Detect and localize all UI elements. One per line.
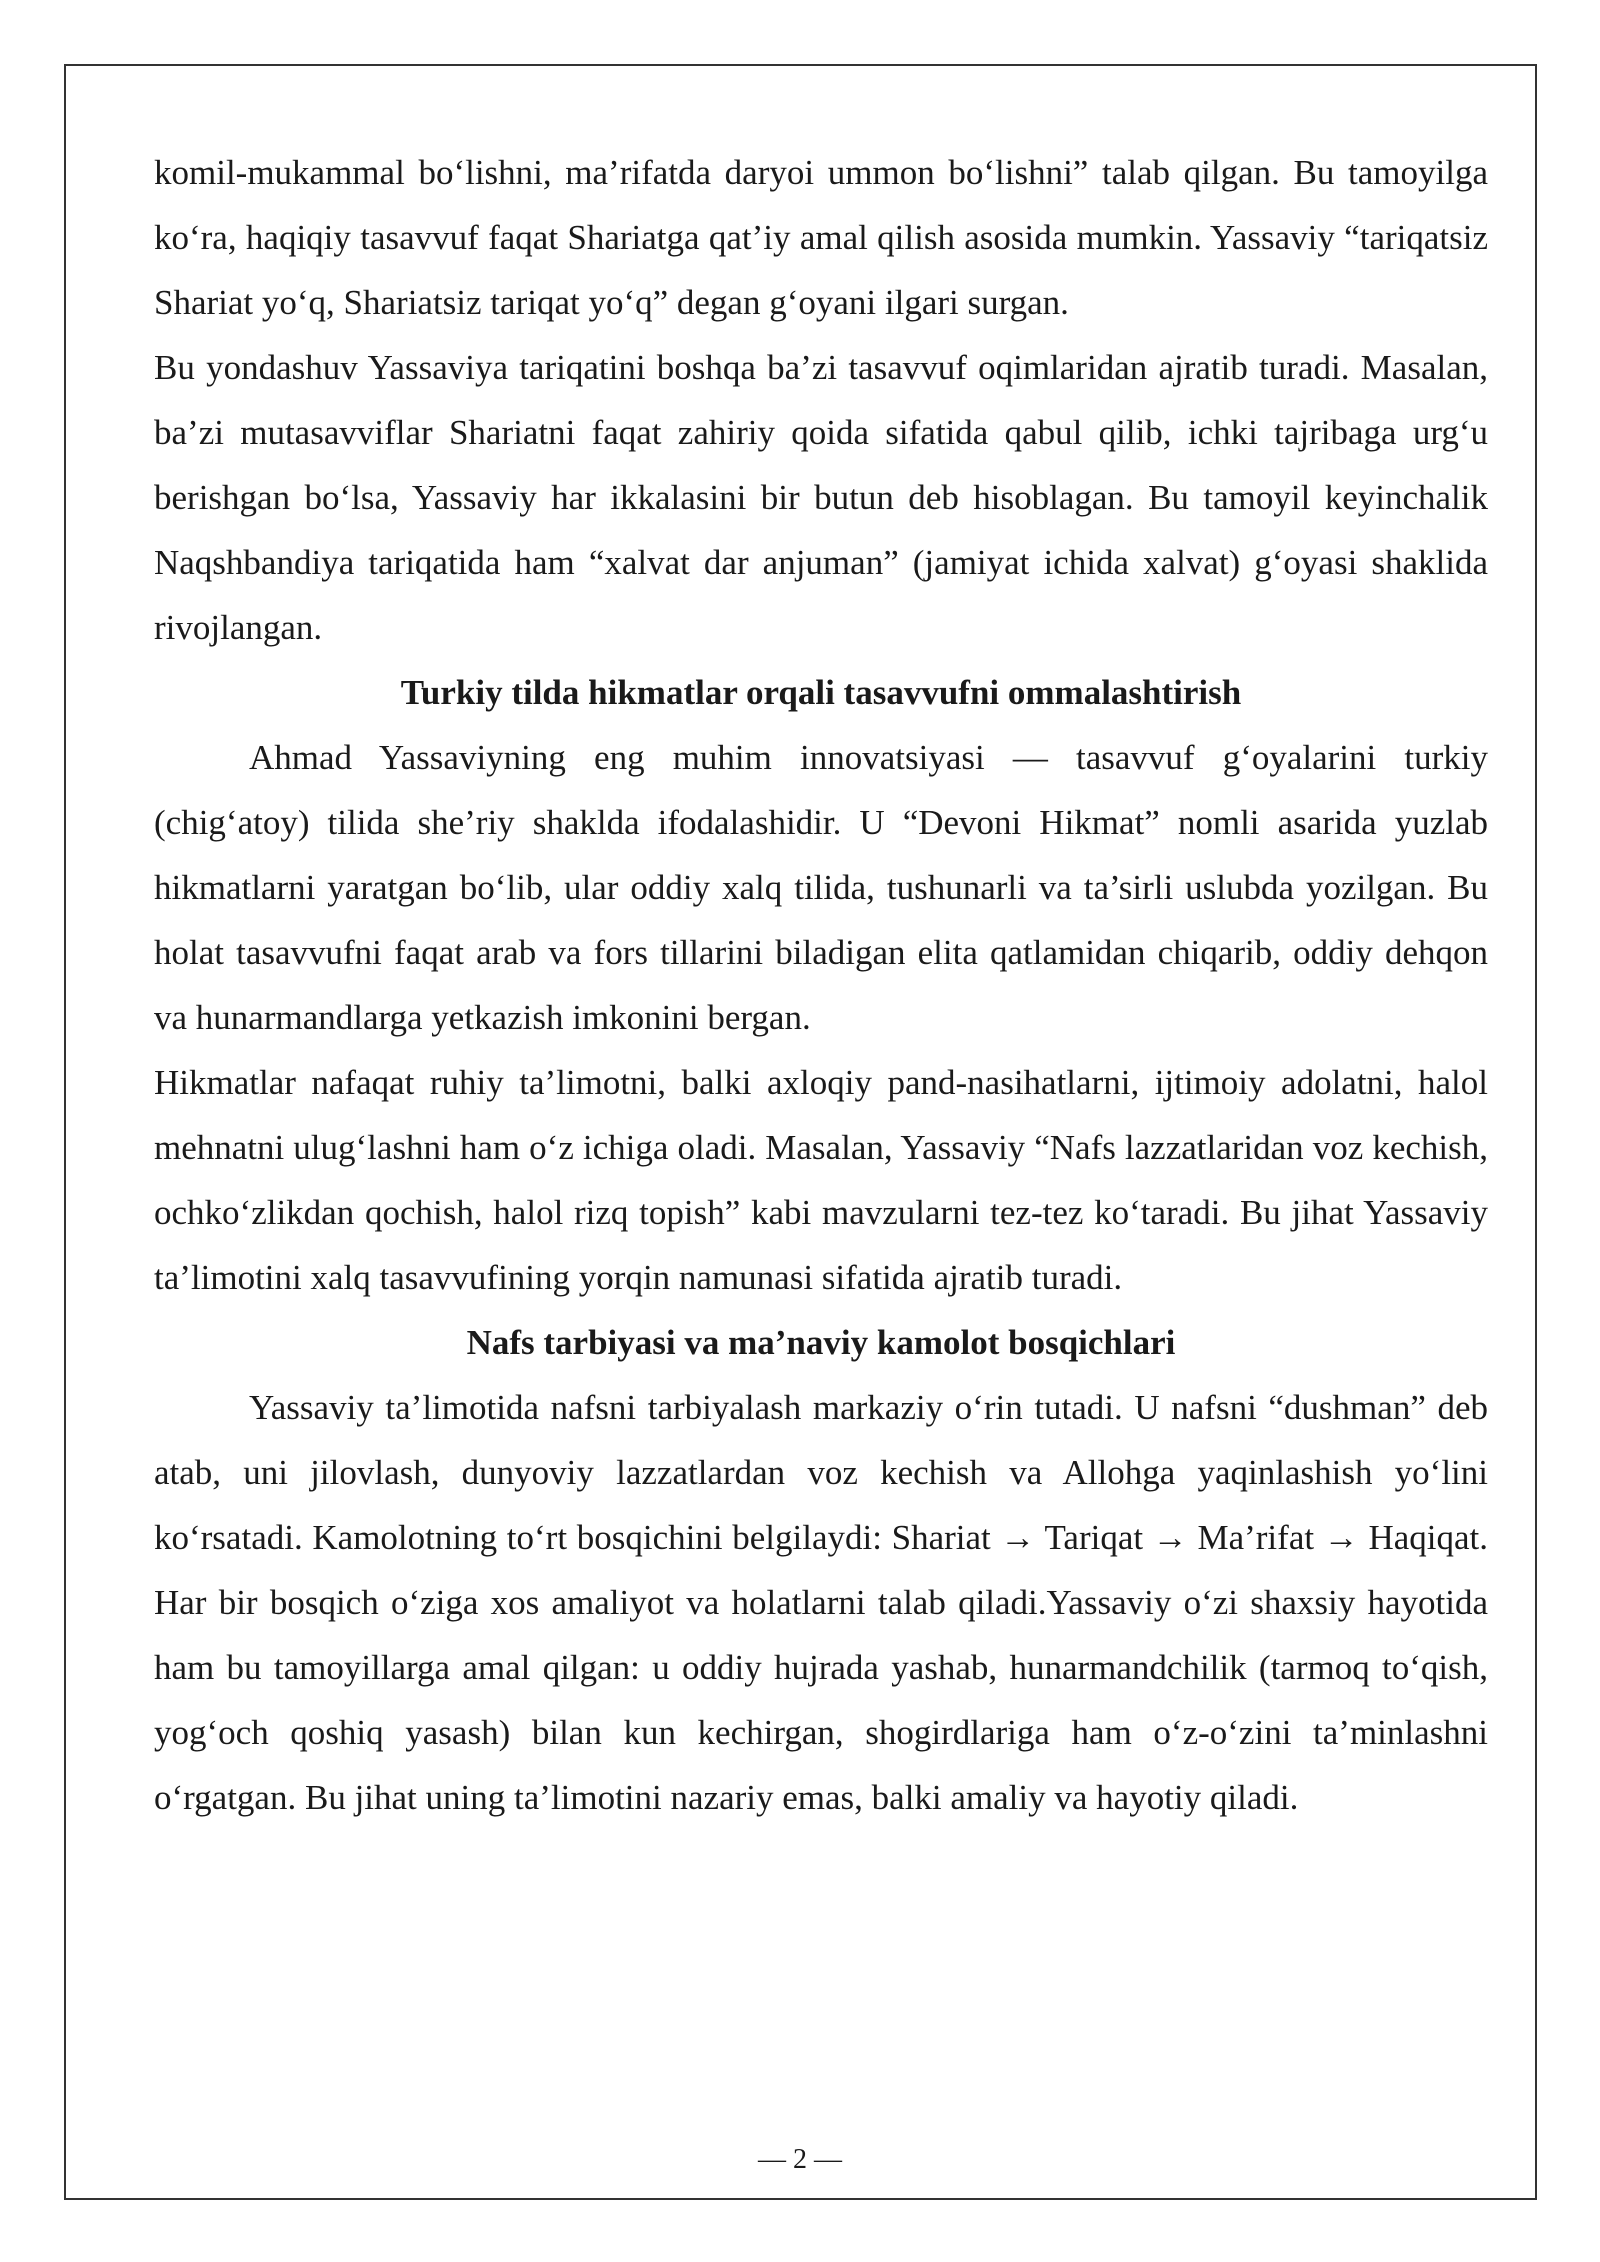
section-heading: Turkiy tilda hikmatlar orqali tasavvufni ommalashtirish — [400, 673, 1242, 712]
paragraph-continuation: komil-mukammal bo‘lishni, ma’rifatda daryoi ummon bo‘lishni” talab qilgan. Bu tamoyilga ko‘ra, haqiqiy tasavvuf faqat Shariatga qat’iy amal qilish asosida mumkin. Yassaviy “tariqatsiz Shariat yo‘q, Shariatsiz tariqat yo‘q” degan g‘oyani ilgari surgan. — [154, 153, 1488, 322]
paragraph: Yassaviy ta’limotida nafsni tarbiyalash markaziy o‘rin tutadi. U nafsni “dushman” deb atab, uni jilovlash, dunyoviy lazzatlardan voz kechish va Allohga yaqinlashish yo‘lini ko‘rsatadi. Kamolotning to‘rt bosqichini belgilaydi: Shariat → Tariqat → Ma’rifat → Haqiqat. Har bir bosqich o‘ziga xos amaliyot va holatlarni talab qiladi.Yassaviy o‘zi shaxsiy hayotida ham bu tamoyillarga amal qilgan: u oddiy hujrada yashab, hunarmandchilik (tarmoq to‘qish, yog‘och qoshiq yasash) bilan kun kechirgan, shogirdlariga ham o‘z-o‘zini ta’minlashni o‘rgatgan. Bu jihat uning ta’limotini nazariy emas, balki amaliy va hayotiy qiladi. — [154, 1388, 1488, 1817]
paragraph: Hikmatlar nafaqat ruhiy ta’limotni, balki axloqiy pand-nasihatlarni, ijtimoiy adolatni, halol mehnatni ulug‘lashni ham o‘z ichiga oladi. Masalan, Yassaviy “Nafs lazzatlaridan voz kechish, ochko‘zlikdan qochish, halol rizq topish” kabi mavzularni tez-tez ko‘taradi. Bu jihat Yassaviy ta’limotini xalq tasavvufining yorqin namunasi sifatida ajratib turadi. — [154, 1063, 1488, 1297]
paragraph: Ahmad Yassaviyning eng muhim innovatsiyasi — tasavvuf g‘oyalarini turkiy (chig‘atoy) tilida she’riy shaklda ifodalashidir. U “Devoni Hikmat” nomli asarida yuzlab hikmatlarni yaratgan bo‘lib, ular oddiy xalq tilida, tushunarli va ta’sirli uslubda yozilgan. Bu holat tasavvufni faqat arab va fors tillarini biladigan elita qatlamidan chiqarib, oddiy dehqon va hunarmandlarga yetkazish imkonini bergan. — [154, 738, 1488, 1037]
paragraph: Bu yondashuv Yassaviya tariqatini boshqa ba’zi tasavvuf oqimlaridan ajratib turadi. Masalan, ba’zi mutasavviflar Shariatni faqat zahiriy qoida sifatida qabul qilib, ichki tajribaga urg‘u berishgan bo‘lsa, Yassaviy har ikkalasini bir butun deb hisoblagan. Bu tamoyil keyinchalik Naqshbandiya tariqatida ham “xalvat dar anjuman” (jamiyat ichida xalvat) g‘oyasi shaklida rivojlangan. — [154, 348, 1488, 647]
document-body — [154, 140, 1488, 1830]
section-heading: Nafs tarbiyasi va ma’naviy kamolot bosqichlari — [466, 1323, 1176, 1362]
page-number: — 2 — — [758, 2144, 842, 2175]
